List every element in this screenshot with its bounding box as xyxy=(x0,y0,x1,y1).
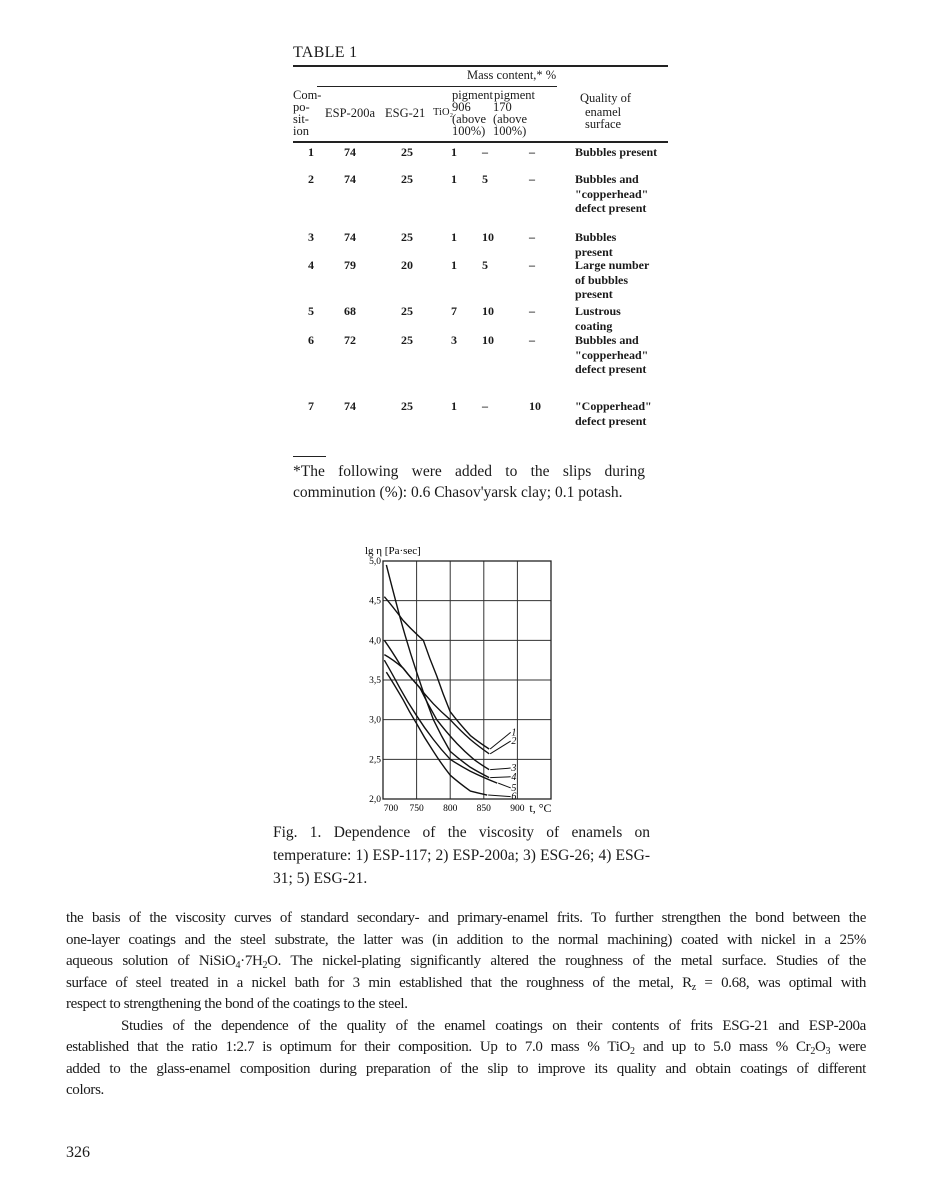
cell-esp200a: 79 xyxy=(344,258,356,272)
text-run: were xyxy=(830,1039,866,1055)
table-top-rule xyxy=(293,65,668,67)
cell-p906: 5 xyxy=(482,172,488,186)
curve-label: 2 xyxy=(511,736,517,748)
header-quality: enamel xyxy=(585,105,622,119)
curve-leader-line xyxy=(488,795,511,797)
body-text xyxy=(66,908,866,1102)
footnote-rule xyxy=(293,456,326,457)
y-tick-label: 4,0 xyxy=(369,636,381,647)
text-run: O. The nickel-plating significantly altered the roughness of the metal surface. Studies of the xyxy=(267,953,866,969)
subscript: 2 xyxy=(630,1046,635,1057)
body-line xyxy=(66,951,866,973)
text-run: added to the glass-enamel composition during preparation of the slip to improve its quality and obtain coatings of different xyxy=(66,1060,866,1077)
cell-esg21: 25 xyxy=(401,399,413,413)
cell-quality: present xyxy=(575,287,613,301)
curve-leader-line xyxy=(490,768,511,770)
header-pigment-170: 100%) xyxy=(493,124,527,138)
cell-p170: – xyxy=(529,172,535,186)
text-run: surface of steel treated in a nickel bath for 3 min established that the roughness of the metal, R xyxy=(66,974,692,991)
header-quality: surface xyxy=(585,117,622,131)
header-esg21: ESG-21 xyxy=(385,106,426,120)
cell-esg21: 25 xyxy=(401,304,413,318)
cell-tio2: 1 xyxy=(451,145,457,159)
subscript: 2 xyxy=(810,1046,815,1057)
cell-tio2: 1 xyxy=(451,230,457,244)
x-tick-label: 800 xyxy=(443,804,458,814)
x-tick-label: 850 xyxy=(476,804,491,814)
cell-no: 6 xyxy=(308,333,314,347)
cell-p906: – xyxy=(482,399,488,413)
y-axis-label: lg η [Pa·sec] xyxy=(365,545,421,557)
text-run: ·7H xyxy=(240,953,263,969)
cell-p906: 5 xyxy=(482,258,488,272)
cell-no: 4 xyxy=(308,258,314,272)
cell-esp200a: 74 xyxy=(344,230,356,244)
y-tick-label: 3,0 xyxy=(369,715,381,726)
text-run: colors. xyxy=(66,1082,104,1098)
cell-tio2: 7 xyxy=(451,304,457,318)
cell-quality: defect present xyxy=(575,201,647,215)
body-line xyxy=(66,1059,866,1081)
text-run: aqueous solution of NiSiO xyxy=(66,953,236,969)
body-line xyxy=(66,994,866,1016)
cell-no: 7 xyxy=(308,399,314,413)
viscosity-chart xyxy=(340,535,640,825)
header-pigment-170: 170 xyxy=(493,100,512,114)
text-run: the basis of the viscosity curves of standard secondary- and primary-enamel frits. To further strengthen the bond between the xyxy=(66,910,866,926)
cell-p170: – xyxy=(529,333,535,347)
cell-quality: defect present xyxy=(575,413,647,428)
y-tick-label: 5,0 xyxy=(369,557,381,567)
header-pigment-906: 906 xyxy=(452,100,471,114)
x-tick-label: 900 xyxy=(510,804,525,814)
cell-esg21: 25 xyxy=(401,172,413,186)
cell-esp200a: 74 xyxy=(344,172,356,186)
curve-label: 4 xyxy=(511,771,517,783)
cell-quality: "Copperhead" xyxy=(575,399,652,413)
cell-p906: – xyxy=(482,145,488,159)
text-run: = 0.68, was optimal with xyxy=(695,974,866,991)
curve-leader-line xyxy=(490,777,511,778)
cell-esg21: 25 xyxy=(401,145,413,159)
cell-quality: coating xyxy=(575,318,613,333)
header-pigment-170: (above xyxy=(493,112,528,126)
cell-p906: 10 xyxy=(482,333,494,347)
table-header-rule xyxy=(293,141,668,143)
curve-leader-line xyxy=(490,732,511,749)
body-line xyxy=(66,1080,866,1102)
body-line xyxy=(66,1037,866,1059)
cell-tio2: 1 xyxy=(451,258,457,272)
body-line xyxy=(66,1016,866,1038)
cell-p170: 10 xyxy=(529,399,541,413)
header-composition: sit- xyxy=(293,112,309,126)
curve-label: 3 xyxy=(511,763,517,775)
cell-no: 3 xyxy=(308,230,314,244)
subscript: z xyxy=(691,981,696,993)
header-quality: Quality of xyxy=(580,91,632,105)
cell-quality: defect present xyxy=(575,362,647,376)
cell-p170: – xyxy=(529,258,535,272)
subscript: 4 xyxy=(235,960,241,971)
cell-p906: 10 xyxy=(482,230,494,244)
y-tick-label: 4,5 xyxy=(369,596,381,607)
y-tick-label: 2,5 xyxy=(369,755,381,766)
curve-leader-line xyxy=(498,783,510,788)
cell-p170: – xyxy=(529,304,535,318)
cell-esp200a: 74 xyxy=(344,399,356,413)
cell-tio2: 1 xyxy=(451,399,457,413)
header-pigment-906: pigment xyxy=(452,88,493,102)
text-run: one-layer coatings and the steel substrate, the latter was (in addition to the normal machining) coated with nickel in a 25% xyxy=(66,931,866,948)
cell-quality: of bubbles xyxy=(575,272,629,287)
cell-esp200a: 74 xyxy=(344,145,356,159)
cell-quality: Bubbles present xyxy=(575,145,658,159)
cell-quality: Large number xyxy=(575,258,650,272)
cell-quality: present xyxy=(575,244,613,259)
curve-label: 6 xyxy=(511,791,517,803)
figure-caption xyxy=(273,821,650,890)
cell-p170: – xyxy=(529,145,535,159)
cell-esg21: 25 xyxy=(401,333,413,347)
cell-p170: – xyxy=(529,230,535,244)
series-curve-3 xyxy=(384,655,489,770)
text-run: Studies of the dependence of the quality of the enamel coatings on their contents of frits ESG-21 and ESP-200a xyxy=(121,1017,866,1034)
cell-tio2: 3 xyxy=(451,333,457,347)
header-composition: ion xyxy=(293,124,309,138)
page-number: 326 xyxy=(66,1144,90,1161)
series-curve-2 xyxy=(384,640,489,753)
table-footnote-line: *The following were added to the slips during xyxy=(293,463,645,480)
cell-esp200a: 72 xyxy=(344,333,356,347)
cell-no: 1 xyxy=(308,145,314,159)
curve-label: 5 xyxy=(511,782,517,794)
cell-no: 2 xyxy=(308,172,314,186)
header-composition: po- xyxy=(293,100,310,114)
cell-quality: Bubbles and xyxy=(575,333,639,347)
mass-content-rule xyxy=(317,86,557,87)
y-tick-label: 2,0 xyxy=(369,795,381,805)
cell-esg21: 20 xyxy=(401,258,413,272)
mass-content-header: Mass content,* % xyxy=(467,68,557,82)
x-tick-label: 750 xyxy=(409,804,424,814)
y-tick-label: 3,5 xyxy=(369,676,381,686)
x-tick-label: 700 xyxy=(383,804,399,814)
caption-line: 31; 5) ESG-21. xyxy=(273,870,368,887)
body-line xyxy=(66,908,866,930)
cell-p906: 10 xyxy=(482,304,494,318)
curve-label: 1 xyxy=(511,727,517,739)
text-run: and up to 5.0 mass % Cr xyxy=(634,1039,811,1055)
curve-leader-line xyxy=(490,741,511,754)
cell-esp200a: 68 xyxy=(344,304,356,318)
text-run: O xyxy=(814,1039,826,1055)
header-pigment-906: (above xyxy=(452,112,487,126)
header-pigment-170: pigment xyxy=(494,88,535,102)
table-title: TABLE 1 xyxy=(293,44,358,61)
cell-quality: "copperhead" xyxy=(575,347,649,362)
body-line xyxy=(66,930,866,952)
x-axis-label: t, °C xyxy=(529,801,552,815)
cell-esg21: 25 xyxy=(401,230,413,244)
cell-no: 5 xyxy=(308,304,314,318)
cell-quality: Bubbles and xyxy=(575,172,639,186)
subscript: 3 xyxy=(825,1046,831,1057)
subscript: 2 xyxy=(262,960,268,971)
body-line xyxy=(66,973,866,995)
text-run: established that the ratio 1:2.7 is optimum for their composition. Up to 7.0 mass % TiO xyxy=(66,1039,631,1055)
table-footnote-line: comminution (%): 0.6 Chasov'yarsk clay; 0.1 potash. xyxy=(293,484,623,501)
caption-line: Fig. 1. Dependence of the viscosity of enamels on xyxy=(273,824,650,841)
cell-quality: Bubbles xyxy=(575,230,617,244)
caption-line: temperature: 1) ESP-117; 2) ESP-200a; 3) ESG-26; 4) ESG- xyxy=(273,847,650,864)
header-esp200a: ESP-200a xyxy=(325,106,375,120)
header-composition: Com- xyxy=(293,88,322,102)
cell-quality: Lustrous xyxy=(575,304,621,318)
header-tio2: TiO₂ xyxy=(433,107,454,118)
cell-tio2: 1 xyxy=(451,172,457,186)
text-run: respect to strengthening the bond of the coatings to the steel. xyxy=(66,996,408,1012)
cell-quality: "copperhead" xyxy=(575,186,649,201)
header-pigment-906: 100%) xyxy=(452,124,486,138)
